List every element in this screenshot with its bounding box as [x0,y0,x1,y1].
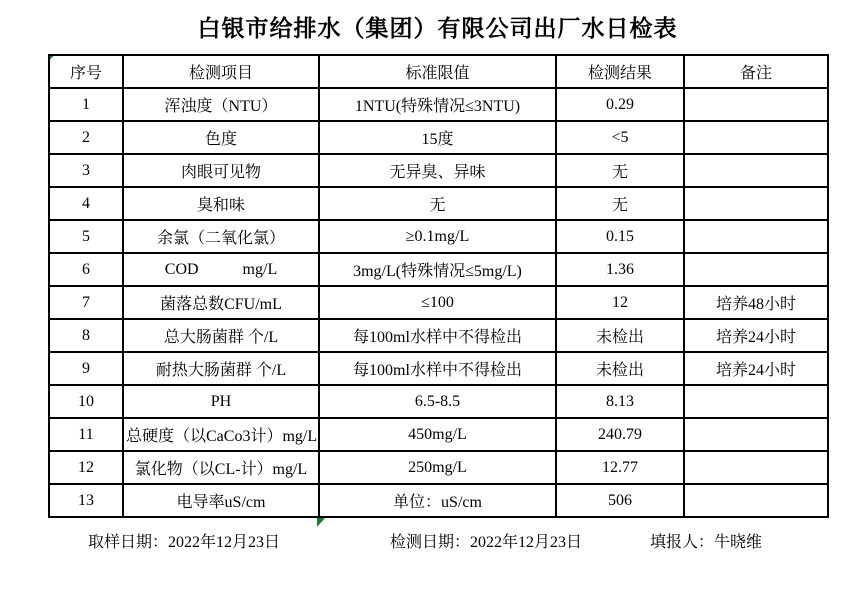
cell-index: 11 [49,418,123,451]
cell-note [684,187,828,220]
cell-index: 10 [49,385,123,418]
cell-note [684,418,828,451]
cell-item: 臭和味 [123,187,319,220]
cell-result: 无 [556,187,684,220]
cell-note: 培养24小时 [684,319,828,352]
cell-result: 12 [556,286,684,319]
table-row [49,451,828,484]
column-header-note: 备注 [684,55,828,88]
cell-note [684,154,828,187]
reporter-name: 填报人：牛晓维 [650,534,763,551]
table-row [49,319,828,352]
cell-result: 无 [556,154,684,187]
column-header-item: 检测项目 [123,55,319,88]
page-title: 白银市给排水（集团）有限公司出厂水日检表 [197,16,678,41]
testing-date: 检测日期：2022年12月23日 [390,534,583,551]
cell-limit: 450mg/L [319,418,556,451]
cell-note [684,220,828,253]
cell-note: 培养24小时 [684,352,828,385]
cell-limit: 单位：uS/cm [319,484,556,517]
table-row [49,484,828,517]
table-row [49,187,828,220]
cell-limit: ≥0.1mg/L [319,220,556,253]
cell-note [684,253,828,286]
cell-item: 色度 [123,121,319,154]
cell-index: 8 [49,319,123,352]
cell-item: 浑浊度（NTU） [123,88,319,121]
table-row [49,385,828,418]
cell-item: COD mg/L [123,253,319,286]
sampling-date: 取样日期：2022年12月23日 [88,534,281,551]
cell-limit: 每100ml水样中不得检出 [319,352,556,385]
cell-index: 7 [49,286,123,319]
inspection-table [48,54,829,518]
cell-index: 9 [49,352,123,385]
footer [0,529,867,551]
cell-result: 未检出 [556,319,684,352]
cell-item: 总硬度（以CaCo3计）mg/L [123,418,319,451]
cell-item: 氯化物（以CL-计）mg/L [123,451,319,484]
cell-limit: 250mg/L [319,451,556,484]
cell-limit: 无 [319,187,556,220]
cell-index: 13 [49,484,123,517]
cell-item: 余氯（二氧化氯） [123,220,319,253]
cell-result: 506 [556,484,684,517]
cell-note [684,385,828,418]
column-header-result: 检测结果 [556,55,684,88]
cell-result: 8.13 [556,385,684,418]
cell-item: 菌落总数CFU/mL [123,286,319,319]
cell-limit: 6.5-8.5 [319,385,556,418]
cell-index: 12 [49,451,123,484]
column-header-limit: 标准限值 [319,55,556,88]
cell-index: 2 [49,121,123,154]
table-row [49,253,828,286]
header-row [49,55,828,88]
cell-index: 5 [49,220,123,253]
cell-note [684,451,828,484]
cell-index: 3 [49,154,123,187]
table-row [49,154,828,187]
cell-result: 240.79 [556,418,684,451]
cell-result: 1.36 [556,253,684,286]
cell-item: 电导率uS/cm [123,484,319,517]
table-row [49,88,828,121]
cell-item: 总大肠菌群 个/L [123,319,319,352]
cell-note: 培养48小时 [684,286,828,319]
cell-limit: ≤100 [319,286,556,319]
cell-limit: 每100ml水样中不得检出 [319,319,556,352]
green-corner-triangle-icon [317,517,326,527]
table-row [49,418,828,451]
cell-item: 耐热大肠菌群 个/L [123,352,319,385]
cell-note [684,121,828,154]
cell-item: 肉眼可见物 [123,154,319,187]
cell-result: 12.77 [556,451,684,484]
cell-limit: 无异臭、异味 [319,154,556,187]
cell-limit: 3mg/L(特殊情况≤5mg/L) [319,253,556,286]
cell-result: <5 [556,121,684,154]
cell-item: PH [123,385,319,418]
table-row [49,121,828,154]
column-header-index: 序号 [49,55,123,88]
cell-index: 1 [49,88,123,121]
table-row [49,352,828,385]
cell-note [684,88,828,121]
cell-index: 6 [49,253,123,286]
cell-note [684,484,828,517]
table-row [49,220,828,253]
cell-limit: 15度 [319,121,556,154]
cell-result: 0.15 [556,220,684,253]
table-row [49,286,828,319]
cell-index: 4 [49,187,123,220]
cell-result: 未检出 [556,352,684,385]
cell-result: 0.29 [556,88,684,121]
cell-limit: 1NTU(特殊情况≤3NTU) [319,88,556,121]
